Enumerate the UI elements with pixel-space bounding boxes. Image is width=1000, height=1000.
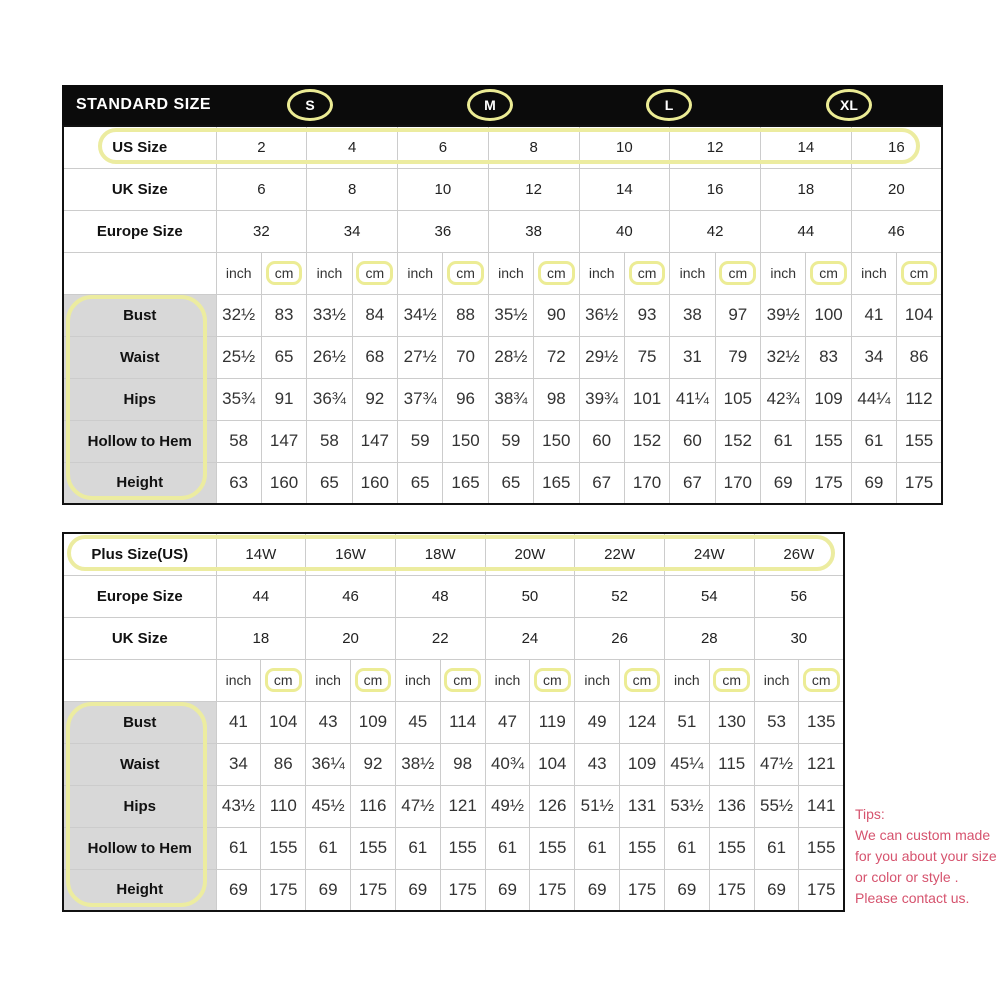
measurement-value-cell: 61	[761, 420, 806, 462]
measurement-value-cell: 121	[799, 743, 844, 785]
tips-title: Tips:	[855, 806, 885, 822]
cm-unit-cell	[352, 252, 397, 294]
size-value-cell: 6	[398, 126, 489, 168]
size-value-cell: 30	[754, 617, 844, 659]
measurement-value-cell: 43	[306, 701, 351, 743]
row-height	[63, 869, 844, 911]
measurement-value-cell: 155	[806, 420, 851, 462]
size-value-cell: 16	[670, 168, 761, 210]
measurement-value-cell: 34	[851, 336, 896, 378]
measurement-value-cell: 170	[624, 462, 669, 504]
measurement-value-cell: 100	[806, 294, 851, 336]
measurement-value-cell: 69	[216, 869, 261, 911]
size-value-cell: 52	[575, 575, 665, 617]
hollow-to-hem-label: Hollow to Hem	[63, 420, 216, 462]
row-units	[63, 252, 942, 294]
measurement-value-cell: 69	[851, 462, 896, 504]
measurement-value-cell: 47½	[395, 785, 440, 827]
measurement-value-cell: 61	[664, 827, 709, 869]
measurement-value-cell: 33½	[307, 294, 352, 336]
measurement-value-cell: 91	[261, 378, 306, 420]
cm-highlight-box: cm	[355, 668, 392, 692]
size-value-cell: 46	[851, 210, 942, 252]
inch-unit-cell: inch	[307, 252, 352, 294]
bust-label: Bust	[63, 701, 216, 743]
measurement-value-cell: 27½	[398, 336, 443, 378]
size-value-cell: 20	[306, 617, 396, 659]
cm-highlight-box: cm	[803, 668, 840, 692]
measurement-value-cell: 72	[534, 336, 579, 378]
size-value-cell: 8	[307, 168, 398, 210]
measurement-value-cell: 69	[761, 462, 806, 504]
measurement-value-cell: 92	[351, 743, 396, 785]
row-waist	[63, 336, 942, 378]
size-value-cell: 48	[395, 575, 485, 617]
size-value-cell: 18	[216, 617, 306, 659]
inch-unit-cell: inch	[579, 252, 624, 294]
cm-highlight-box: cm	[444, 668, 481, 692]
measurement-value-cell: 175	[799, 869, 844, 911]
measurement-value-cell: 93	[624, 294, 669, 336]
measurement-value-cell: 58	[307, 420, 352, 462]
measurement-value-cell: 67	[670, 462, 715, 504]
units-empty-label	[63, 659, 216, 701]
tips-line: or color or style .	[855, 869, 959, 885]
measurement-value-cell: 175	[440, 869, 485, 911]
measurement-value-cell: 38¾	[488, 378, 533, 420]
measurement-value-cell: 155	[530, 827, 575, 869]
measurement-value-cell: 136	[709, 785, 754, 827]
measurement-value-cell: 45½	[306, 785, 351, 827]
size-value-cell: 22	[395, 617, 485, 659]
row-us-size	[63, 126, 942, 168]
inch-unit-cell: inch	[754, 659, 799, 701]
row-europe-size	[63, 575, 844, 617]
tips-line: Please contact us.	[855, 890, 970, 906]
measurement-value-cell: 32½	[216, 294, 261, 336]
cm-highlight-box: cm	[447, 261, 484, 285]
measurement-value-cell: 165	[534, 462, 579, 504]
measurement-value-cell: 175	[806, 462, 851, 504]
size-value-cell: 32	[216, 210, 307, 252]
cm-highlight-box: cm	[265, 668, 302, 692]
measurement-value-cell: 104	[530, 743, 575, 785]
measurement-value-cell: 61	[754, 827, 799, 869]
europe-size-label: Europe Size	[63, 575, 216, 617]
cm-unit-cell	[443, 252, 488, 294]
size-value-cell: 38	[488, 210, 579, 252]
size-value-cell: 24	[485, 617, 575, 659]
inch-unit-cell: inch	[398, 252, 443, 294]
measurement-value-cell: 121	[440, 785, 485, 827]
measurement-value-cell: 43	[575, 743, 620, 785]
measurement-value-cell: 63	[216, 462, 261, 504]
measurement-value-cell: 160	[352, 462, 397, 504]
size-value-cell: 54	[664, 575, 754, 617]
measurement-value-cell: 65	[307, 462, 352, 504]
measurement-value-cell: 124	[620, 701, 665, 743]
size-value-cell: 44	[761, 210, 852, 252]
size-value-cell: 10	[398, 168, 489, 210]
measurement-value-cell: 105	[715, 378, 760, 420]
row-plus-size-us	[63, 533, 844, 575]
measurement-value-cell: 155	[897, 420, 942, 462]
measurement-value-cell: 83	[806, 336, 851, 378]
measurement-value-cell: 60	[579, 420, 624, 462]
cm-unit-cell	[440, 659, 485, 701]
measurement-value-cell: 147	[352, 420, 397, 462]
measurement-value-cell: 61	[575, 827, 620, 869]
height-label: Height	[63, 462, 216, 504]
measurement-value-cell: 152	[715, 420, 760, 462]
cm-highlight-box: cm	[534, 668, 571, 692]
measurement-value-cell: 25½	[216, 336, 261, 378]
measurement-value-cell: 58	[216, 420, 261, 462]
measurement-value-cell: 160	[261, 462, 306, 504]
measurement-value-cell: 61	[485, 827, 530, 869]
size-badge-xl: XL	[826, 89, 872, 121]
cm-unit-cell	[261, 659, 306, 701]
row-waist	[63, 743, 844, 785]
measurement-value-cell: 86	[261, 743, 306, 785]
row-hollow-to-hem	[63, 827, 844, 869]
waist-label: Waist	[63, 336, 216, 378]
measurement-value-cell: 69	[306, 869, 351, 911]
row-uk-size	[63, 617, 844, 659]
measurement-value-cell: 109	[806, 378, 851, 420]
hips-label: Hips	[63, 378, 216, 420]
cm-unit-cell	[624, 252, 669, 294]
measurement-value-cell: 41	[851, 294, 896, 336]
cm-unit-cell	[799, 659, 844, 701]
row-europe-size	[63, 210, 942, 252]
measurement-value-cell: 83	[261, 294, 306, 336]
cm-unit-cell	[261, 252, 306, 294]
cm-highlight-box: cm	[719, 261, 756, 285]
measurement-value-cell: 53	[754, 701, 799, 743]
measurement-value-cell: 45	[395, 701, 440, 743]
cm-unit-cell	[351, 659, 396, 701]
size-badge-m: M	[467, 89, 513, 121]
measurement-value-cell: 175	[897, 462, 942, 504]
measurement-value-cell: 175	[261, 869, 306, 911]
size-value-cell: 12	[488, 168, 579, 210]
measurement-value-cell: 38½	[395, 743, 440, 785]
measurement-value-cell: 51	[664, 701, 709, 743]
measurement-value-cell: 104	[261, 701, 306, 743]
measurement-value-cell: 141	[799, 785, 844, 827]
measurement-value-cell: 44¼	[851, 378, 896, 420]
size-value-cell: 20	[851, 168, 942, 210]
plus-size-us-label: Plus Size(US)	[63, 533, 216, 575]
size-value-cell: 28	[664, 617, 754, 659]
measurement-value-cell: 61	[395, 827, 440, 869]
measurement-value-cell: 61	[306, 827, 351, 869]
cm-unit-cell	[620, 659, 665, 701]
measurement-value-cell: 104	[897, 294, 942, 336]
size-value-cell: 24W	[664, 533, 754, 575]
measurement-value-cell: 49	[575, 701, 620, 743]
cm-highlight-box: cm	[629, 261, 666, 285]
measurement-value-cell: 115	[709, 743, 754, 785]
cm-unit-cell	[530, 659, 575, 701]
cm-highlight-box: cm	[713, 668, 750, 692]
measurement-value-cell: 165	[443, 462, 488, 504]
measurement-value-cell: 34	[216, 743, 261, 785]
measurement-value-cell: 51½	[575, 785, 620, 827]
units-empty-label	[63, 252, 216, 294]
size-value-cell: 40	[579, 210, 670, 252]
size-value-cell: 10	[579, 126, 670, 168]
measurement-value-cell: 49½	[485, 785, 530, 827]
size-value-cell: 42	[670, 210, 761, 252]
measurement-value-cell: 61	[851, 420, 896, 462]
measurement-value-cell: 38	[670, 294, 715, 336]
measurement-value-cell: 112	[897, 378, 942, 420]
cm-highlight-box: cm	[538, 261, 575, 285]
measurement-value-cell: 39¾	[579, 378, 624, 420]
plus-size-table	[62, 532, 845, 912]
size-value-cell: 34	[307, 210, 398, 252]
row-hips	[63, 378, 942, 420]
measurement-value-cell: 70	[443, 336, 488, 378]
measurement-value-cell: 69	[485, 869, 530, 911]
measurement-value-cell: 175	[620, 869, 665, 911]
measurement-value-cell: 110	[261, 785, 306, 827]
measurement-value-cell: 31	[670, 336, 715, 378]
measurement-value-cell: 98	[534, 378, 579, 420]
row-hollow-to-hem	[63, 420, 942, 462]
uk-size-label: UK Size	[63, 168, 216, 210]
measurement-value-cell: 69	[664, 869, 709, 911]
measurement-value-cell: 69	[575, 869, 620, 911]
measurement-value-cell: 155	[709, 827, 754, 869]
cm-highlight-box: cm	[810, 261, 847, 285]
measurement-value-cell: 155	[799, 827, 844, 869]
inch-unit-cell: inch	[761, 252, 806, 294]
measurement-value-cell: 175	[709, 869, 754, 911]
measurement-value-cell: 69	[754, 869, 799, 911]
row-height	[63, 462, 942, 504]
size-value-cell: 26	[575, 617, 665, 659]
cm-highlight-box: cm	[624, 668, 661, 692]
measurement-value-cell: 175	[530, 869, 575, 911]
size-value-cell: 16W	[306, 533, 396, 575]
size-value-cell: 26W	[754, 533, 844, 575]
measurement-value-cell: 29½	[579, 336, 624, 378]
measurement-value-cell: 116	[351, 785, 396, 827]
measurement-value-cell: 34½	[398, 294, 443, 336]
measurement-value-cell: 53½	[664, 785, 709, 827]
measurement-value-cell: 84	[352, 294, 397, 336]
measurement-value-cell: 39½	[761, 294, 806, 336]
size-value-cell: 44	[216, 575, 306, 617]
inch-unit-cell: inch	[306, 659, 351, 701]
europe-size-label: Europe Size	[63, 210, 216, 252]
measurement-value-cell: 45¼	[664, 743, 709, 785]
measurement-value-cell: 86	[897, 336, 942, 378]
size-badge-l: L	[646, 89, 692, 121]
measurement-value-cell: 68	[352, 336, 397, 378]
measurement-value-cell: 130	[709, 701, 754, 743]
measurement-value-cell: 90	[534, 294, 579, 336]
hollow-to-hem-label: Hollow to Hem	[63, 827, 216, 869]
bust-label: Bust	[63, 294, 216, 336]
size-value-cell: 14	[761, 126, 852, 168]
measurement-value-cell: 40¾	[485, 743, 530, 785]
cm-highlight-box: cm	[266, 261, 303, 285]
measurement-value-cell: 37¾	[398, 378, 443, 420]
measurement-value-cell: 75	[624, 336, 669, 378]
size-value-cell: 56	[754, 575, 844, 617]
measurement-value-cell: 55½	[754, 785, 799, 827]
measurement-value-cell: 135	[799, 701, 844, 743]
measurement-value-cell: 36¾	[307, 378, 352, 420]
measurement-value-cell: 59	[398, 420, 443, 462]
inch-unit-cell: inch	[664, 659, 709, 701]
measurement-value-cell: 88	[443, 294, 488, 336]
hips-label: Hips	[63, 785, 216, 827]
inch-unit-cell: inch	[851, 252, 896, 294]
measurement-value-cell: 41¼	[670, 378, 715, 420]
standard-size-section	[62, 85, 943, 505]
plus-size-section	[62, 532, 845, 912]
measurement-value-cell: 109	[620, 743, 665, 785]
height-label: Height	[63, 869, 216, 911]
measurement-value-cell: 32½	[761, 336, 806, 378]
size-value-cell: 16	[851, 126, 942, 168]
measurement-value-cell: 43½	[216, 785, 261, 827]
tips-line: We can custom made	[855, 827, 991, 843]
cm-unit-cell	[534, 252, 579, 294]
measurement-value-cell: 36½	[579, 294, 624, 336]
measurement-value-cell: 59	[488, 420, 533, 462]
row-units	[63, 659, 844, 701]
measurement-value-cell: 28½	[488, 336, 533, 378]
size-value-cell: 20W	[485, 533, 575, 575]
measurement-value-cell: 47	[485, 701, 530, 743]
waist-label: Waist	[63, 743, 216, 785]
row-bust	[63, 294, 942, 336]
size-value-cell: 18W	[395, 533, 485, 575]
cm-unit-cell	[715, 252, 760, 294]
measurement-value-cell: 35¾	[216, 378, 261, 420]
cm-highlight-box: cm	[356, 261, 393, 285]
measurement-value-cell: 47½	[754, 743, 799, 785]
measurement-value-cell: 65	[488, 462, 533, 504]
size-value-cell: 14	[579, 168, 670, 210]
tips-line: for you about your size	[855, 848, 997, 864]
us-size-label: US Size	[63, 126, 216, 168]
inch-unit-cell: inch	[488, 252, 533, 294]
measurement-value-cell: 98	[440, 743, 485, 785]
standard-size-title: STANDARD SIZE	[76, 96, 212, 113]
uk-size-label: UK Size	[63, 617, 216, 659]
measurement-value-cell: 65	[398, 462, 443, 504]
tips-lines	[855, 825, 1000, 909]
size-value-cell: 14W	[216, 533, 306, 575]
measurement-value-cell: 155	[440, 827, 485, 869]
inch-unit-cell: inch	[216, 659, 261, 701]
measurement-value-cell: 92	[352, 378, 397, 420]
row-uk-size	[63, 168, 942, 210]
measurement-value-cell: 152	[624, 420, 669, 462]
tips-note	[855, 804, 1000, 909]
measurement-value-cell: 36¼	[306, 743, 351, 785]
inch-unit-cell: inch	[670, 252, 715, 294]
measurement-value-cell: 150	[534, 420, 579, 462]
measurement-value-cell: 150	[443, 420, 488, 462]
measurement-value-cell: 109	[351, 701, 396, 743]
size-value-cell: 18	[761, 168, 852, 210]
inch-unit-cell: inch	[395, 659, 440, 701]
measurement-value-cell: 175	[351, 869, 396, 911]
cm-unit-cell	[709, 659, 754, 701]
measurement-value-cell: 114	[440, 701, 485, 743]
measurement-value-cell: 126	[530, 785, 575, 827]
standard-size-table	[62, 125, 943, 505]
cm-highlight-box: cm	[901, 261, 938, 285]
standard-size-header	[62, 85, 943, 125]
cm-unit-cell	[897, 252, 942, 294]
size-value-cell: 8	[488, 126, 579, 168]
size-value-cell: 46	[306, 575, 396, 617]
size-badge-s: S	[287, 89, 333, 121]
inch-unit-cell: inch	[216, 252, 261, 294]
measurement-value-cell: 131	[620, 785, 665, 827]
measurement-value-cell: 79	[715, 336, 760, 378]
measurement-value-cell: 42¾	[761, 378, 806, 420]
measurement-value-cell: 155	[261, 827, 306, 869]
measurement-value-cell: 155	[351, 827, 396, 869]
size-value-cell: 36	[398, 210, 489, 252]
size-value-cell: 12	[670, 126, 761, 168]
size-value-cell: 22W	[575, 533, 665, 575]
measurement-value-cell: 35½	[488, 294, 533, 336]
measurement-value-cell: 119	[530, 701, 575, 743]
measurement-value-cell: 170	[715, 462, 760, 504]
cm-unit-cell	[806, 252, 851, 294]
measurement-value-cell: 147	[261, 420, 306, 462]
size-value-cell: 4	[307, 126, 398, 168]
measurement-value-cell: 97	[715, 294, 760, 336]
row-hips	[63, 785, 844, 827]
size-value-cell: 50	[485, 575, 575, 617]
measurement-value-cell: 67	[579, 462, 624, 504]
row-bust	[63, 701, 844, 743]
measurement-value-cell: 61	[216, 827, 261, 869]
measurement-value-cell: 60	[670, 420, 715, 462]
measurement-value-cell: 101	[624, 378, 669, 420]
measurement-value-cell: 26½	[307, 336, 352, 378]
measurement-value-cell: 69	[395, 869, 440, 911]
inch-unit-cell: inch	[575, 659, 620, 701]
size-value-cell: 2	[216, 126, 307, 168]
measurement-value-cell: 96	[443, 378, 488, 420]
measurement-value-cell: 65	[261, 336, 306, 378]
inch-unit-cell: inch	[485, 659, 530, 701]
measurement-value-cell: 41	[216, 701, 261, 743]
size-value-cell: 6	[216, 168, 307, 210]
measurement-value-cell: 155	[620, 827, 665, 869]
